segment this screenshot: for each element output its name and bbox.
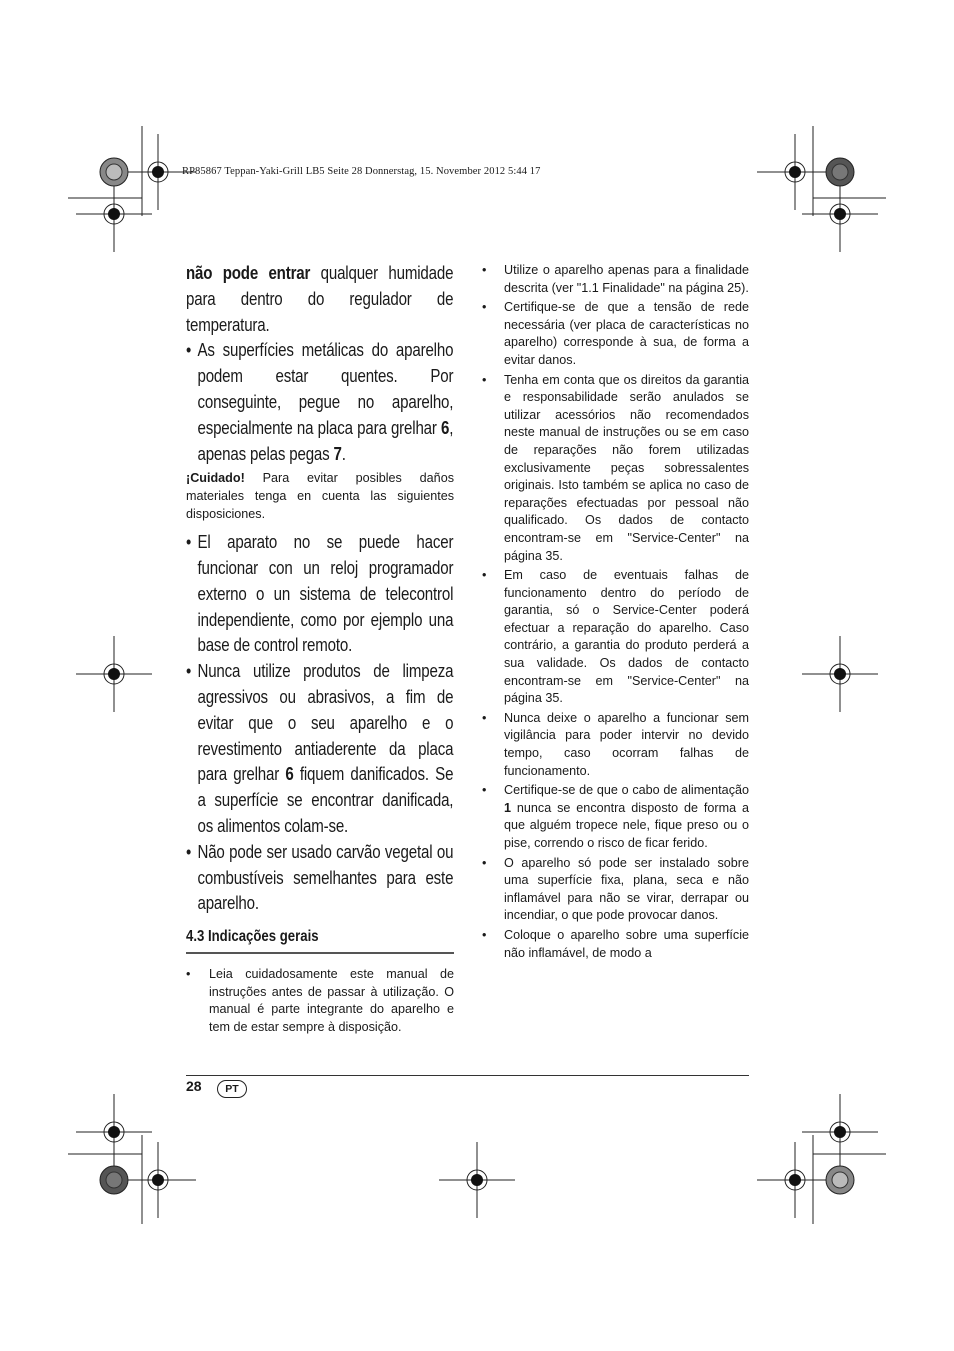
caution-note: ¡Cuidado! Para evitar posibles daños materiales tenga en cuenta las siguientes disposiciones.: [186, 471, 454, 521]
bullet-timer: • El aparato no se puede hacer funcionar con un reloj programador externo o un sistema de telecontrol independiente, como por ejemplo una base de control remoto.: [186, 531, 454, 656]
list-item: • Tenha em conta que os direitos da garantia e responsabilidade serão anulados se utilizar acessórios não recomendados neste manual de instruções ou se em caso de reparações não forem utilizadas exclusivamente peças sobressalentes originais. Isto também se aplica no caso de reparações efectuadas por pessoal não qualificado. Os dados de contacto encontram-se em "Service-Center" na página 35.: [482, 372, 749, 563]
list-item: • Nunca deixe o aparelho a funcionar sem vigilância para poder intervir no devido tempo, caso ocorram falhas de funcionamento.: [482, 710, 749, 778]
right-notes-list: [482, 262, 749, 962]
left-column: [186, 260, 454, 1038]
caution-label: ¡Cuidado!: [186, 471, 245, 486]
right-column: [482, 262, 749, 964]
print-header: RP85867 Teppan-Yaki-Grill LB5 Seite 28 Donnerstag, 15. November 2012 5:44 17: [182, 166, 541, 177]
list-item: • Utilize o aparelho apenas para a finalidade descrita (ver "1.1 Finalidade" na página 25).: [482, 263, 749, 295]
general-notes-list: [186, 966, 454, 1036]
list-item: • Leia cuidadosamente este manual de instruções antes de passar à utilização. O manual é parte integrante do aparelho e tem de estar sempre à disposição.: [186, 967, 454, 1034]
page-number: 28: [186, 1078, 202, 1094]
bullet-hot-surfaces: • As superfícies metálicas do aparelho podem estar quentes. Por conseguinte, pegue no aparelho, especialmente na placa para grelhar 6, apenas pelas pegas 7.: [186, 339, 454, 464]
list-item: • Certifique-se de que o cabo de alimentação 1 nunca se encontra disposto de forma a que alguém tropece nele, fique preso ou o pise, correndo o risco de ficar ferido.: [482, 783, 749, 850]
continuation-paragraph: não pode entrar qualquer humidade para dentro do regulador de temperatura.: [186, 262, 454, 335]
section-rule: [186, 952, 454, 954]
bullet-cleaning: • Nunca utilize produtos de limpeza agressivos ou abrasivos, a fim de evitar que o seu aparelho e o revestimento antiaderente da placa para grelhar 6 fiquem danificados. Se a superfície se encontrar danificada, os alimentos colam-se.: [186, 660, 454, 836]
section-heading: 4.3 Indicações gerais: [186, 928, 319, 946]
list-item: • Em caso de eventuais falhas de funcionamento dentro do período de garantia, só o Service-Center poderá efectuar a reparação do aparelho. Caso contrário, a garantia do produto perderá a sua validade. Os dados de contacto encontram-se em "Service-Center" na página 35.: [482, 568, 749, 706]
bullet-charcoal: • Não pode ser usado carvão vegetal ou combustíveis semelhantes para este aparelho.: [186, 840, 454, 914]
footer-rule: [186, 1075, 749, 1076]
large-warning-text: [186, 260, 453, 466]
large-warning-text-2: [186, 529, 453, 916]
language-badge: PT: [217, 1080, 247, 1098]
list-item: • O aparelho só pode ser instalado sobre uma superfície fixa, plana, seca e não inflamável para não se virar, derrapar ou incendiar, o que pode provocar danos.: [482, 855, 749, 923]
list-item: • Coloque o aparelho sobre uma superfície não inflamável, de modo a: [482, 927, 749, 960]
list-item: • Certifique-se de que a tensão de rede necessária (ver placa de características no aparelho) corresponde à sua, de forma a evitar danos.: [482, 300, 749, 367]
